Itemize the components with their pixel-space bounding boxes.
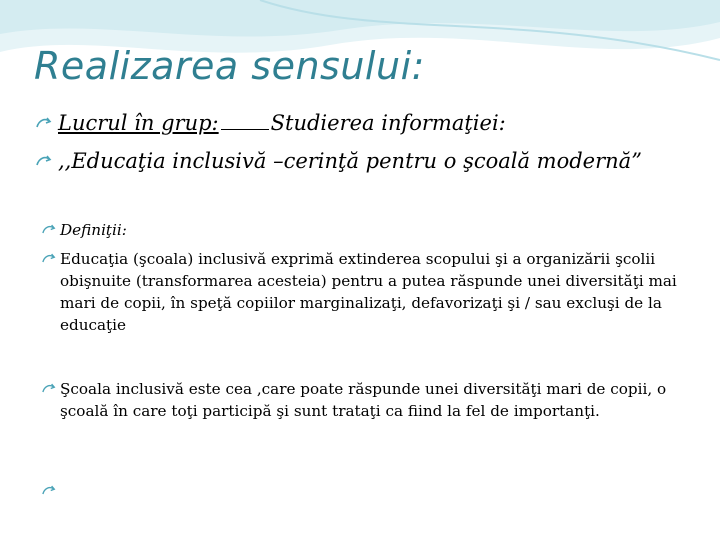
bullet-empty: [42, 480, 82, 496]
curved-arrow-bullet-icon: [36, 117, 54, 129]
curved-arrow-bullet-icon: [42, 383, 58, 394]
blank-underline: [221, 109, 269, 130]
bullet-topic: [36, 146, 676, 176]
topic-text: ,,Educaţia inclusivă –cerinţă pentru o şcoală modernă”: [58, 149, 642, 173]
slide-title: Realizarea sensului:: [34, 44, 425, 88]
curved-arrow-bullet-icon: [42, 224, 58, 235]
bullet-definitions: [42, 219, 682, 241]
bullet-definition-1: [42, 248, 686, 336]
work-task: Studierea informaţiei:: [270, 111, 506, 135]
definitions-label: Definiţii:: [60, 221, 127, 239]
curved-arrow-bullet-icon: [36, 155, 54, 167]
curved-arrow-bullet-icon: [42, 253, 58, 264]
bullet-work-in-group: [36, 108, 706, 138]
definition-1-text: Educaţia (şcoala) inclusivă exprimă extinderea scopului şi a organizării şcolii obişnuite (transformarea acesteia) pentru a putea răspunde unei diversităţi mai mari de copii, în speţă copiilor marginalizaţi, defavorizaţi şi / sau excluşi de la educaţie: [60, 250, 677, 334]
bullet-definition-2: [42, 378, 686, 422]
definition-2-text: Şcoala inclusivă este cea ,care poate răspunde unei diversităţi mari de copii, o şcoală în care toţi participă şi sunt trataţi ca fiind la fel de importanţi.: [60, 380, 667, 420]
work-label: Lucrul în grup:: [58, 111, 219, 135]
curved-arrow-bullet-icon: [42, 485, 58, 496]
